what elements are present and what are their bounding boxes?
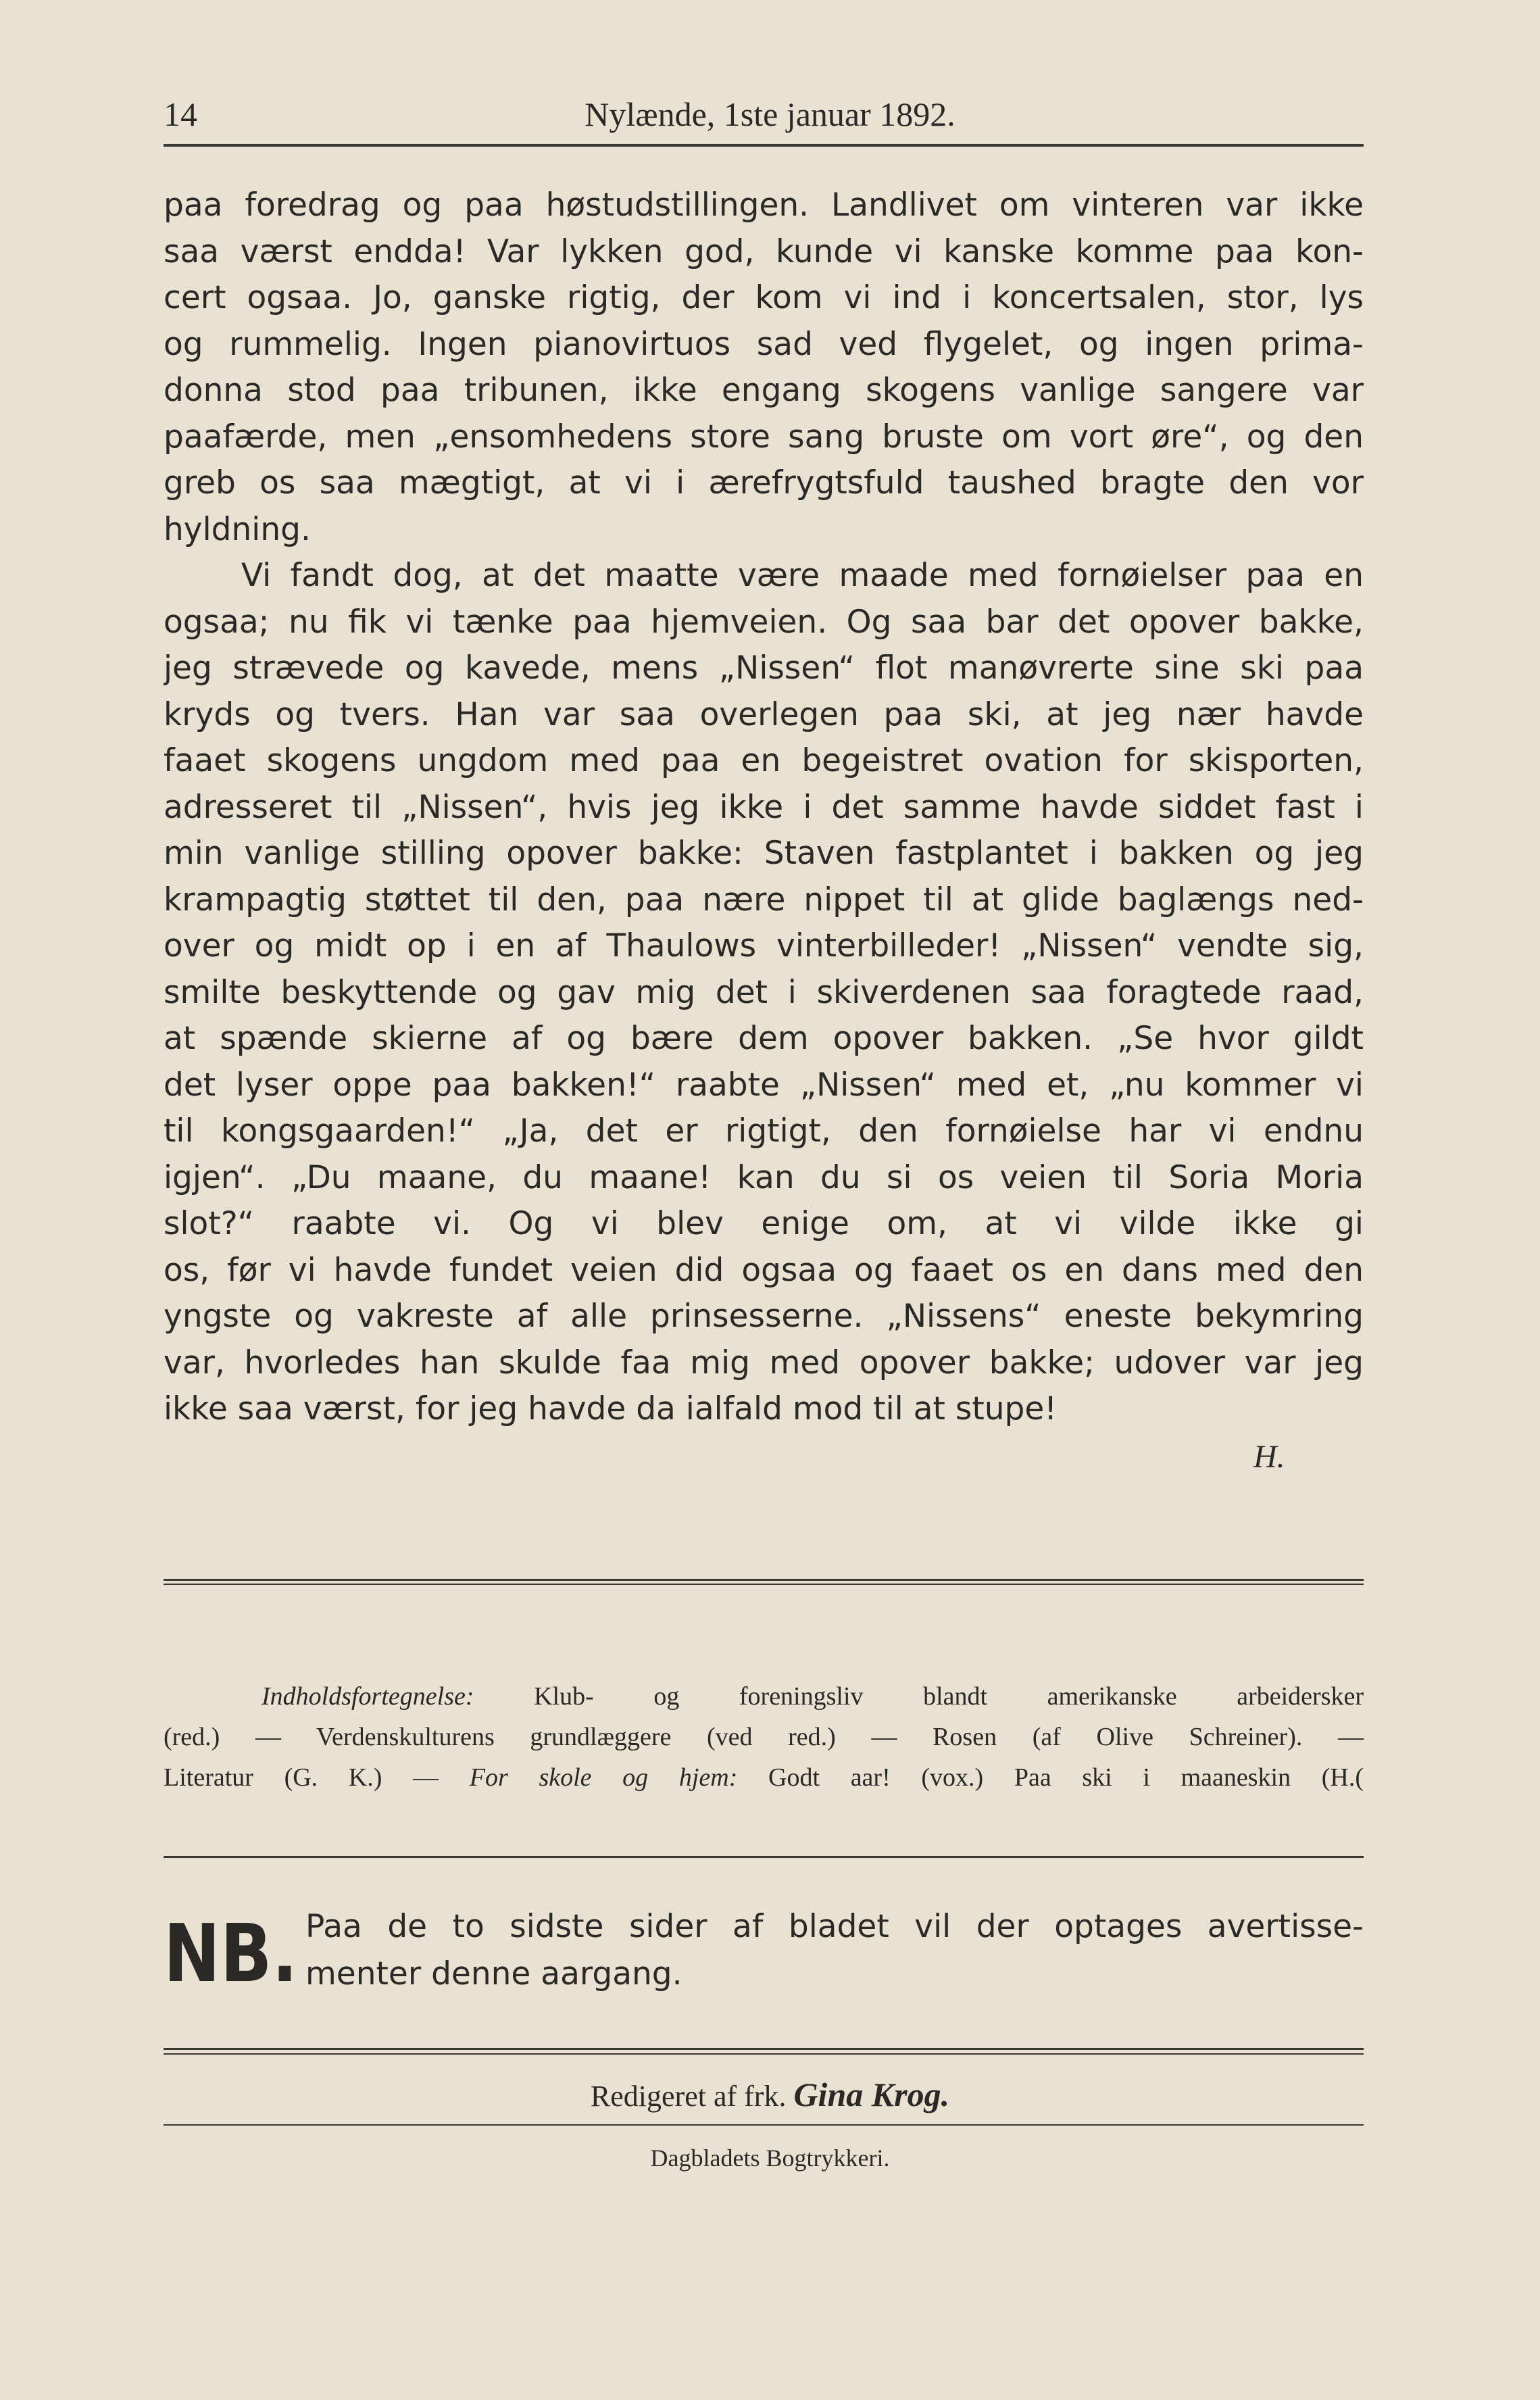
body-line: smilte beskyttende og gav mig det i skiverdenen saa foragtede raad, [164, 973, 1364, 1011]
body-line: det lyser oppe paa bakken!“ raabte „Nissen“ med et, „nu kommer vi [164, 1066, 1364, 1104]
nb-mark: NB. [164, 1907, 298, 2000]
running-header: Nylænde, 1ste januar 1892. [585, 95, 955, 133]
page-number: 14 [164, 95, 197, 133]
body-line: at spænde skierne af og bære dem opover bakken. „Se hvor gildt [164, 1020, 1364, 1057]
body-line: faaet skogens ungdom med paa en begeistret ovation for skisporten, [164, 742, 1364, 779]
table-of-contents [164, 1676, 1364, 1798]
body-line: cert ogsaa. Jo, ganske rigtig, der kom vi ind i koncertsalen, stor, lys [164, 279, 1364, 316]
body-line: kryds og tvers. Han var saa overlegen paa ski, at jeg nær havde [164, 695, 1364, 733]
double-rule-bottom [164, 1584, 1364, 1585]
body-line: til kongsgaarden!“ „Ja, det er rigtigt, den fornøielse har vi endnu [164, 1112, 1364, 1150]
editor-line [0, 2075, 1540, 2114]
body-line: jeg strævede og kavede, mens „Nissen“ flot manøvrerte sine ski paa [164, 650, 1364, 687]
toc-text: Literatur (G. K.) — [164, 1763, 439, 1792]
body-line: yngste og vakreste af alle prinsesserne. „Nissens“ eneste bekymring [164, 1298, 1364, 1335]
notice-line: Paa de to sidste sider af bladet vil der optages avertisse- [305, 1908, 1364, 1945]
printer-line: Dagbladets Bogtrykkeri. [650, 2145, 890, 2172]
toc-rule [164, 1856, 1364, 1858]
body-line: donna stod paa tribunen, ikke engang skogens vanlige sangere var [164, 372, 1364, 409]
editor-prefix: Redigeret af frk. [590, 2080, 787, 2113]
body-line: var, hvorledes han skulde faa mig med opover bakke; udover var jeg [164, 1344, 1364, 1381]
notice-text [305, 1903, 1364, 1998]
body-line: igjen“. „Du maane, du maane! kan du si os veien til Soria Moria [164, 1158, 1364, 1196]
double-rule-top-2 [164, 2048, 1364, 2050]
toc-label: Indholdsfortegnelse: [262, 1682, 474, 1711]
body-line: Vi fandt dog, at det maatte være maade med fornøielser paa en [241, 557, 1364, 594]
body-line: adresseret til „Nissen“, hvis jeg ikke i det samme havde siddet fast i [164, 788, 1364, 826]
toc-line: (red.) — Verdenskulturens grundlæggere (ved red.) — Rosen (af Olive Schreiner). — [164, 1723, 1364, 1751]
body-line: min vanlige stilling opover bakke: Staven fastplantet i bakken og jeg [164, 835, 1364, 872]
editor-name: Gina Krog. [793, 2076, 950, 2113]
body-line: ogsaa; nu fik vi tænke paa hjemveien. Og saa bar det opover bakke, [164, 603, 1364, 641]
body-line: hyldning. [164, 510, 311, 548]
toc-section: For skole og hjem: [469, 1763, 738, 1792]
notice-line: menter denne aargang. [305, 1955, 682, 1992]
body-line: slot?“ raabte vi. Og vi blev enige om, at vi vilde ikke gi [164, 1205, 1364, 1242]
article-body [164, 182, 1364, 1433]
header-rule [164, 144, 1364, 147]
body-line: greb os saa mægtigt, at vi i ærefrygtsfuld taushed bragte den vor [164, 464, 1364, 501]
toc-line [164, 1676, 1364, 1717]
body-line: os, før vi havde fundet veien did ogsaa og faaet os en dans med den [164, 1251, 1364, 1289]
toc-text: Godt aar! (vox.) Paa ski i maaneskin (H.( [768, 1763, 1364, 1792]
toc-line [164, 1757, 1364, 1798]
body-line: ikke saa værst, for jeg havde da ialfald mod til at stupe! [164, 1390, 1058, 1427]
body-line: og rummelig. Ingen pianovirtuos sad ved flygelet, og ingen prima- [164, 325, 1364, 363]
body-line: krampagtig støttet til den, paa nære nippet til at glide baglængs ned- [164, 881, 1364, 919]
body-line: paa foredrag og paa høstudstillingen. Landlivet om vinteren var ikke [164, 187, 1364, 224]
signature: H. [1253, 1439, 1285, 1475]
body-line: over og midt op i en af Thaulows vinterbilleder! „Nissen“ vendte sig, [164, 927, 1364, 964]
body-line: saa værst endda! Var lykken god, kunde vi kanske komme paa kon- [164, 232, 1364, 270]
double-rule-top [164, 1579, 1364, 1581]
footer-rule [164, 2124, 1364, 2126]
body-line: paafærde, men „ensomhedens store sang bruste om vort øre“, og den [164, 418, 1364, 456]
toc-text: Klub- og foreningsliv blandt amerikanske arbeidersker [534, 1682, 1364, 1711]
double-rule-bottom-2 [164, 2053, 1364, 2055]
